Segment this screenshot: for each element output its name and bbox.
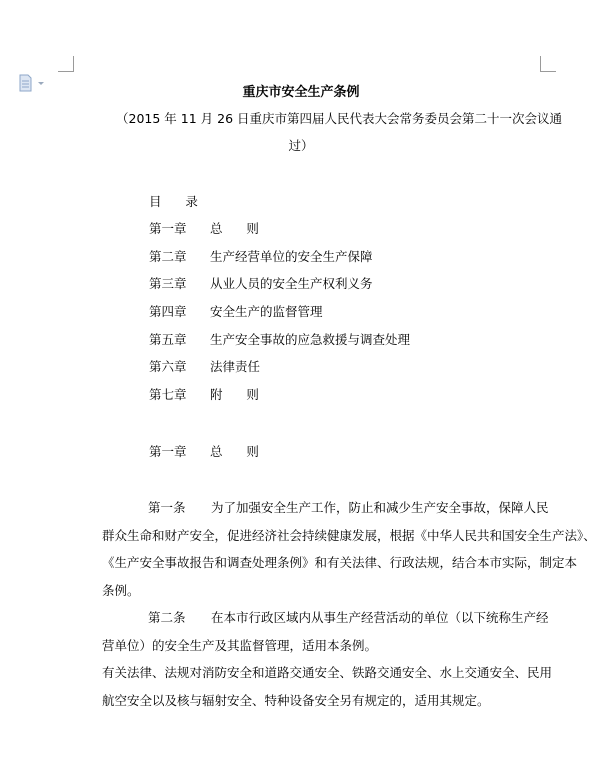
toc-chapter-number: 第七章 — [149, 387, 187, 403]
toc-chapter-title: 生产经营单位的安全生产保障 — [210, 248, 373, 264]
article-text: 航空安全以及核与辐射安全、特种设备安全另有规定的，适用其规定。 — [102, 692, 490, 708]
toc-chapter-title: 总 则 — [210, 221, 259, 236]
chapter-number: 第一章 — [149, 444, 187, 459]
toc-chapter-number: 第一章 — [149, 221, 187, 236]
document-title: 重庆市安全生产条例 — [242, 85, 360, 100]
toc-chapter-number: 第六章 — [149, 359, 187, 375]
article-label: 第二条 — [148, 610, 186, 625]
chapter-1-heading — [149, 443, 259, 461]
article-text: 有关法律、法规对消防安全和道路交通安全、铁路交通安全、水上交通安全、民用 — [102, 665, 553, 680]
toc-chapter-number: 第二章 — [149, 248, 187, 264]
toc-chapter-title: 生产安全事故的应急救援与调查处理 — [210, 331, 411, 347]
toc-chapter-number: 第三章 — [149, 276, 187, 292]
article-text: 条例。 — [102, 582, 140, 598]
toc-chapter-title: 法律责任 — [210, 359, 261, 375]
toc-chapter-number: 第四章 — [149, 304, 187, 320]
subtitle-line-1: （2015 年 11 月 26 日重庆市第四届人民代表大会常务委员会第二十一次会议通 — [116, 111, 562, 126]
article-label: 第一条 — [148, 500, 186, 515]
margin-mark-top-left — [58, 56, 74, 72]
article-text: 《生产安全事故报告和调查处理条例》和有关法律、行政法规，结合本市实际，制定本 — [102, 555, 578, 570]
toc-chapter-title: 安全生产的监督管理 — [210, 304, 323, 320]
article-text: 为了加强安全生产工作，防止和减少生产安全事故，保障人民 — [211, 500, 549, 515]
toc-heading: 目 录 — [149, 194, 198, 209]
article-2 — [102, 604, 553, 714]
toc-chapter-title: 附 则 — [210, 387, 259, 403]
article-text: 营单位）的安全生产及其监督管理，适用本条例。 — [102, 637, 378, 653]
chapter-title: 总 则 — [210, 444, 259, 459]
subtitle-line-2: 过） — [288, 138, 314, 153]
toc-chapter-number: 第五章 — [149, 331, 187, 347]
article-text: 群众生命和财产安全，促进经济社会持续健康发展，根据《中华人民共和国安全生产法》、 — [102, 527, 596, 543]
article-1 — [102, 494, 596, 604]
margin-mark-top-right — [540, 56, 556, 72]
toc-chapter-title: 从业人员的安全生产权利义务 — [210, 276, 373, 292]
article-text: 在本市行政区域内从事生产经营活动的单位（以下统称生产经 — [211, 610, 549, 625]
